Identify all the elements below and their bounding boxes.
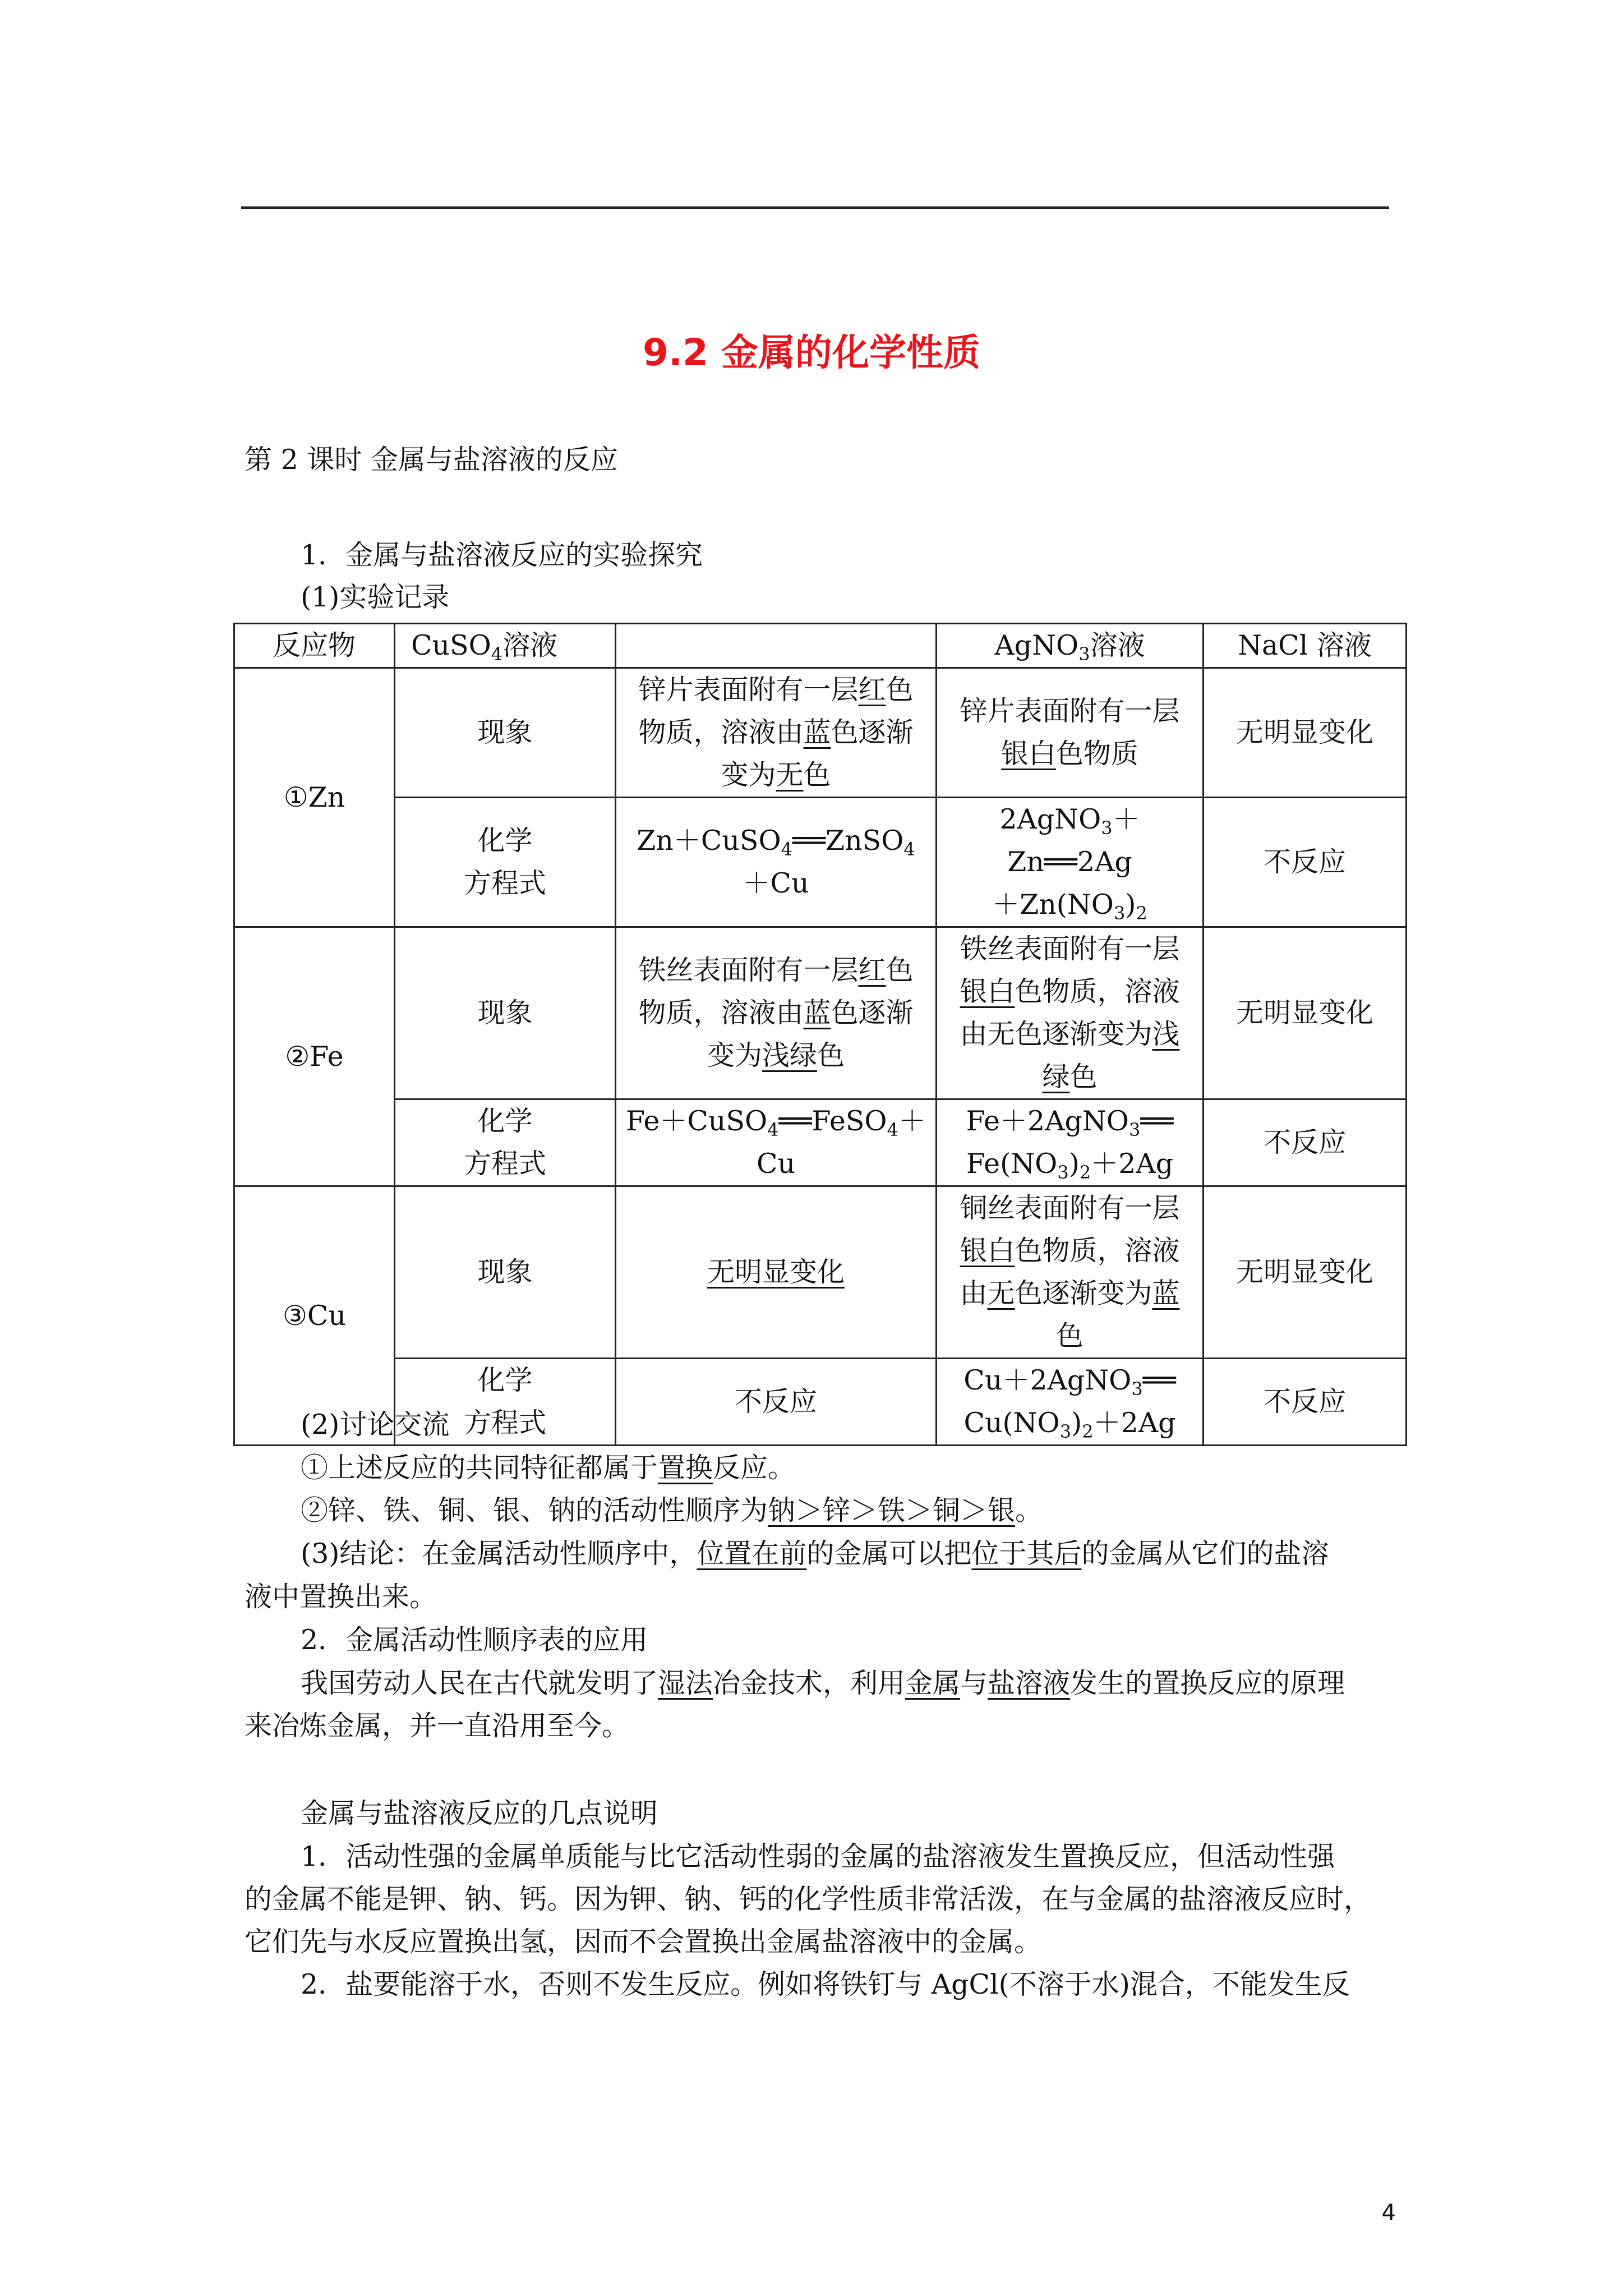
application-line-1: 我国劳动人民在古代就发明了湿法冶金技术，利用金属与盐溶液发生的置换反应的原理 — [301, 1667, 1345, 1699]
zn-nacl-phenomenon: 无明显变化 — [1204, 668, 1407, 798]
header-empty — [616, 624, 937, 668]
cu-cuso4-phenomenon: 无明显变化 — [616, 1186, 937, 1359]
cu-nacl-phenomenon: 无明显变化 — [1204, 1186, 1407, 1359]
zn-cuso4-phenomenon: 锌片表面附有一层红色 物质，溶液由蓝色逐渐 变为无色 — [616, 668, 937, 798]
lesson-heading: 第 2 课时 金属与盐溶液的反应 — [245, 444, 618, 476]
fe-cuso4-phenomenon: 铁丝表面附有一层红色 物质，溶液由蓝色逐渐 变为浅绿色 — [616, 927, 937, 1099]
table-header-row — [234, 624, 1407, 668]
discussion-item-1: ①上述反应的共同特征都属于置换反应。 — [301, 1452, 796, 1484]
note-2-line-1: 2．盐要能溶于水，否则不发生反应。例如将铁钉与 AgCl(不溶于水)混合，不能发生反 — [301, 1968, 1350, 2000]
header-rule — [241, 206, 1389, 209]
header-agno3: AgNO$_3$溶液 — [937, 624, 1204, 668]
fe-nacl-phenomenon: 无明显变化 — [1204, 927, 1407, 1099]
table-row — [234, 1099, 1407, 1186]
discussion-item-2: ②锌、铁、铜、银、钠的活动性顺序为钠＞锌＞铁＞铜＞银。 — [301, 1494, 1043, 1526]
zn-agno3-equation: 2AgNO$_3$＋Zn══2Ag $+Zn(NO_3)_2$ — [937, 798, 1204, 927]
header-reactant: 反应物 — [234, 624, 395, 668]
table-row — [234, 927, 1407, 1099]
cu-agno3-equation: Cu＋2AgNO$_3$══ $Cu(NO_3)_2+2Ag$ — [937, 1359, 1204, 1446]
section-2-heading: 2．金属活动性顺序表的应用 — [301, 1624, 648, 1656]
equation-label: 化学 方程式 — [395, 1359, 616, 1446]
table-row — [234, 1186, 1407, 1359]
note-1-line-3: 它们先与水反应置换出氢，因而不会置换出金属盐溶液中的金属。 — [245, 1926, 1042, 1958]
discussion-label: (2)讨论交流 — [301, 1409, 450, 1441]
page-title: 9.2 金属的化学性质 — [643, 331, 980, 374]
fe-nacl-equation: 不反应 — [1204, 1099, 1407, 1186]
header-cuso4: CuSO$_4$溶液 — [395, 624, 616, 668]
table-row — [234, 668, 1407, 798]
conclusion-line-1: (3)结论：在金属活动性顺序中，位置在前的金属可以把位于其后的金属从它们的盐溶 — [301, 1538, 1329, 1570]
fe-agno3-equation: Fe＋2AgNO$_3$══ $Fe(NO_3)_2+2Ag$ — [937, 1099, 1204, 1186]
cu-nacl-equation: 不反应 — [1204, 1359, 1407, 1446]
phenomenon-label: 现象 — [395, 668, 616, 798]
fe-agno3-phenomenon: 铁丝表面附有一层 银白色物质，溶液 由无色逐渐变为浅 绿色 — [937, 927, 1204, 1099]
table-row — [234, 798, 1407, 927]
experiment-table — [233, 623, 1407, 1446]
reactant-zn: ①Zn — [234, 668, 395, 927]
reactant-cu: ③Cu — [234, 1186, 395, 1446]
notes-heading: 金属与盐溶液反应的几点说明 — [301, 1797, 658, 1829]
header-nacl: NaCl 溶液 — [1204, 624, 1407, 668]
equation-label: 化学 方程式 — [395, 798, 616, 927]
zn-nacl-equation: 不反应 — [1204, 798, 1407, 927]
section-1-heading: 1．金属与盐溶液反应的实验探究 — [301, 539, 703, 571]
phenomenon-label: 现象 — [395, 1186, 616, 1359]
experiment-record-label: (1)实验记录 — [301, 581, 450, 613]
conclusion-line-2: 液中置换出来。 — [245, 1581, 437, 1613]
page-number: 4 — [1381, 2200, 1396, 2226]
note-1-line-1: 1．活动性强的金属单质能与比它活动性弱的金属的盐溶液发生置换反应，但活动性强 — [301, 1841, 1335, 1872]
cu-cuso4-equation: 不反应 — [616, 1359, 937, 1446]
reactant-fe: ②Fe — [234, 927, 395, 1186]
zn-agno3-phenomenon: 锌片表面附有一层 银白色物质 — [937, 668, 1204, 798]
zn-cuso4-equation: Zn＋CuSO$_4$══ZnSO$_4$＋Cu — [616, 798, 937, 927]
application-line-2: 来冶炼金属，并一直沿用至今。 — [245, 1710, 630, 1742]
note-1-line-2: 的金属不能是钾、钠、钙。因为钾、钠、钙的化学性质非常活泼，在与金属的盐溶液反应时， — [245, 1883, 1372, 1915]
equation-label: 化学 方程式 — [395, 1099, 616, 1186]
phenomenon-label: 现象 — [395, 927, 616, 1099]
fe-cuso4-equation: Fe＋CuSO$_4$══FeSO$_4$＋Cu — [616, 1099, 937, 1186]
cu-agno3-phenomenon: 铜丝表面附有一层 银白色物质，溶液 由无色逐渐变为蓝 色 — [937, 1186, 1204, 1359]
